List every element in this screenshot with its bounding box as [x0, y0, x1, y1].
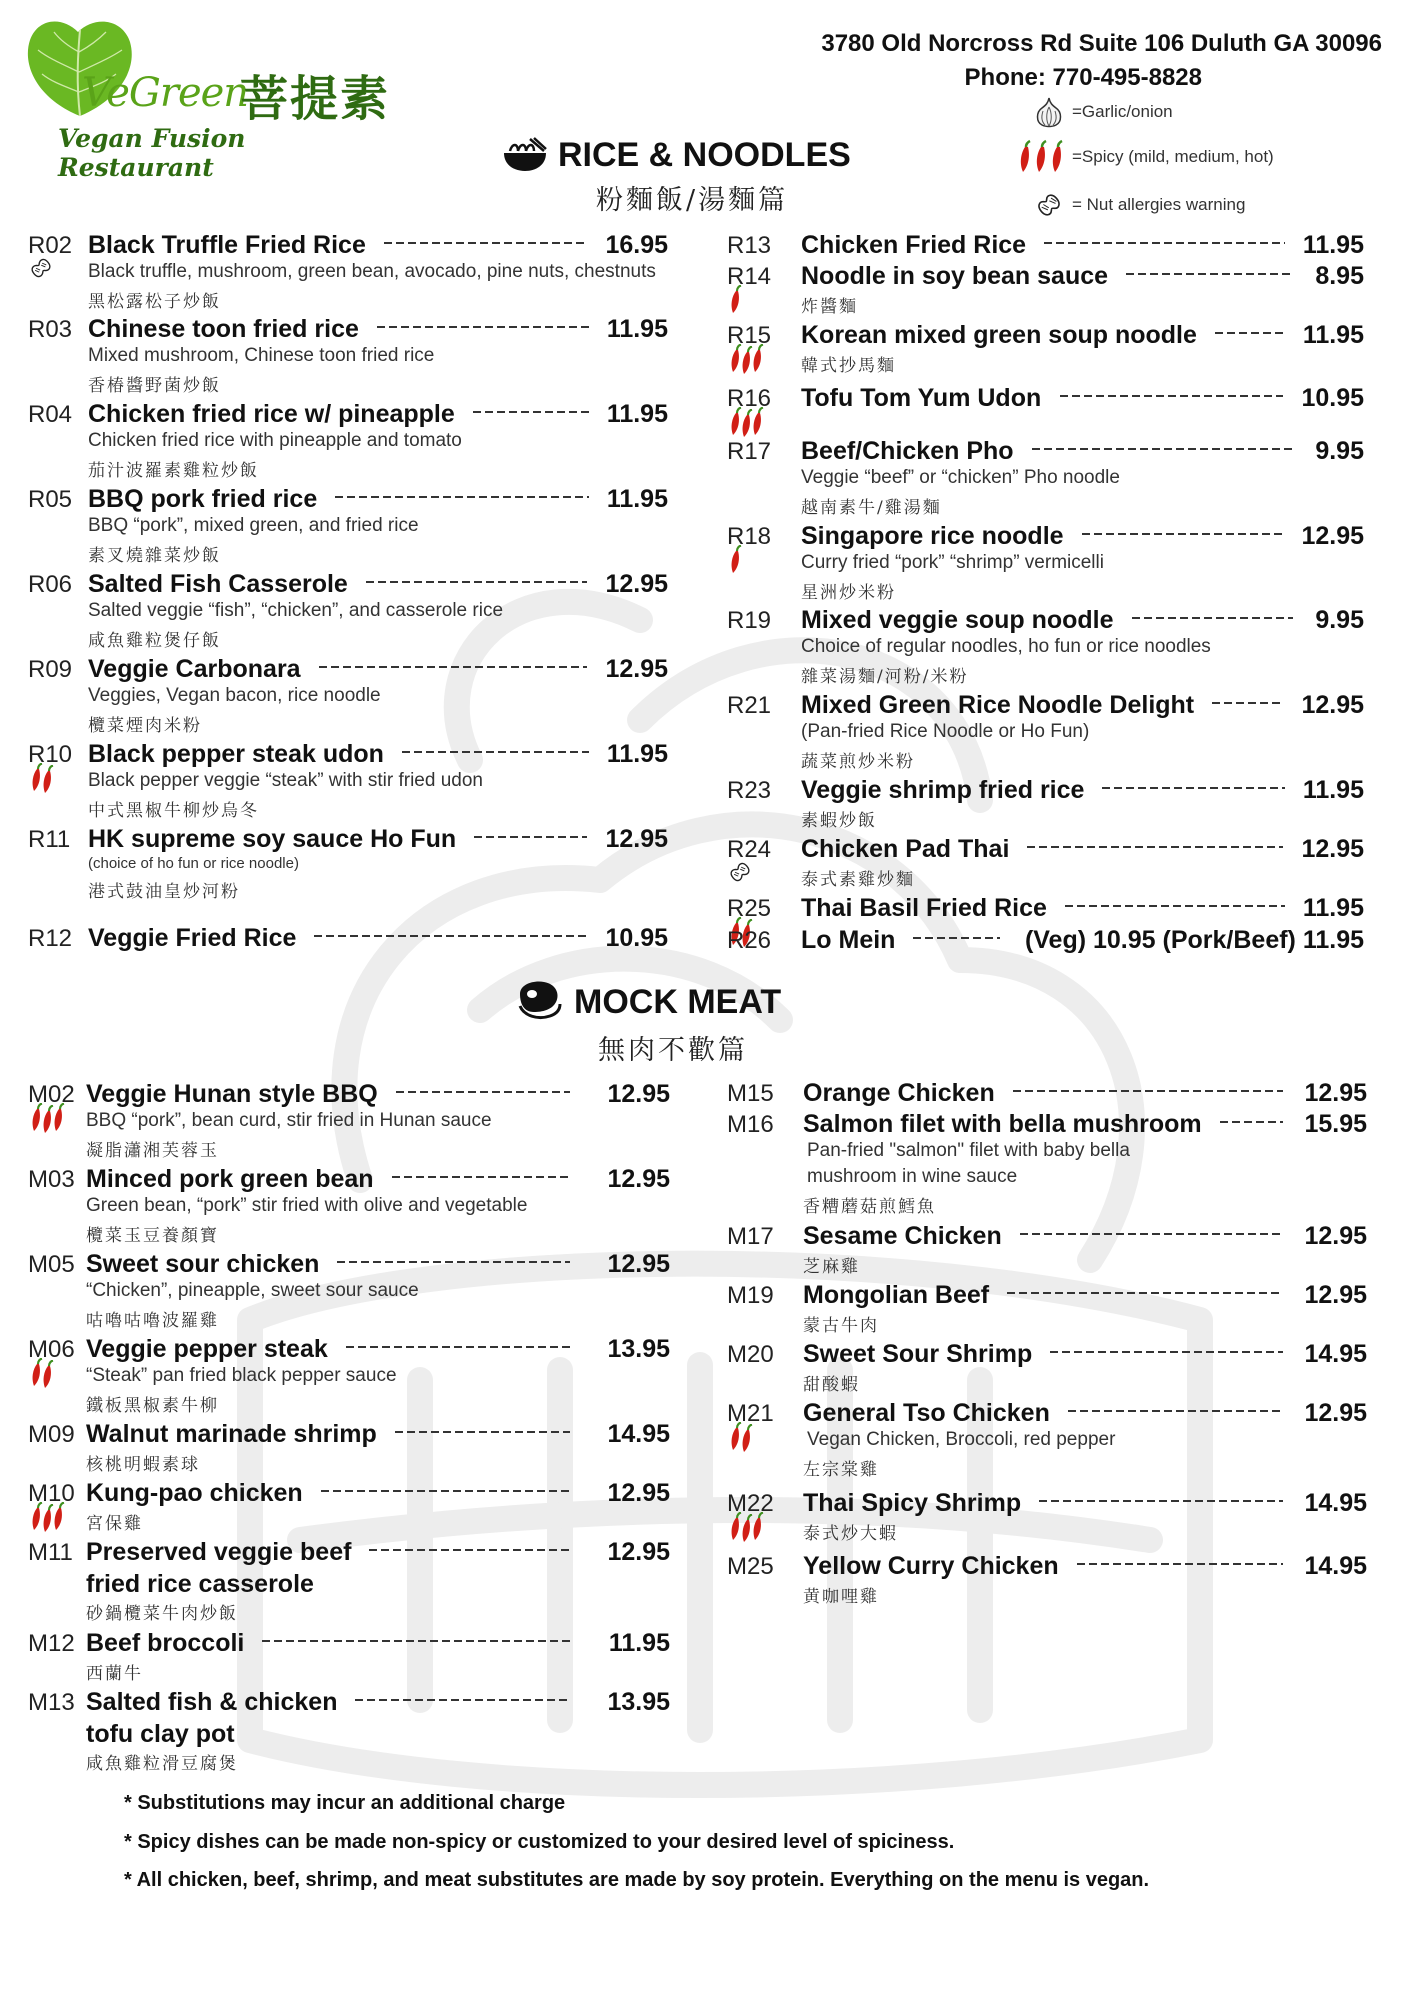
price-leader-dots	[314, 935, 587, 937]
menu-item-name: Thai Spicy Shrimp	[803, 1489, 1022, 1517]
menu-item-price: 12.95	[1304, 1281, 1367, 1309]
brand-name-chinese: 菩提素	[240, 71, 391, 127]
restaurant-phone: Phone: 770-495-8828	[964, 64, 1202, 91]
menu-item-code: M12	[28, 1630, 75, 1657]
menu-item-price: 10.95	[605, 924, 668, 952]
menu-item-code: M21	[727, 1400, 774, 1427]
menu-item-name: Veggie pepper steak	[86, 1335, 328, 1363]
menu-item-name: Tofu Tom Yum Udon	[801, 384, 1042, 412]
menu-item-description: “Steak” pan fried black pepper sauce	[86, 1365, 397, 1386]
menu-item-markers	[727, 1422, 755, 1452]
price-leader-dots	[1077, 1563, 1283, 1565]
menu-item-code: M20	[727, 1341, 774, 1368]
menu-item-name: Mixed Green Rice Noodle Delight	[801, 691, 1195, 719]
menu-item-code: R05	[28, 486, 73, 513]
menu-item-code: R10	[28, 741, 73, 768]
menu-item-chinese-name: 素叉燒雜菜炒飯	[88, 546, 221, 566]
rice-noodles-heading	[500, 136, 851, 175]
menu-item-chinese-name: 砂鍋欖菜牛肉炒飯	[86, 1604, 238, 1624]
menu-item	[727, 1223, 1367, 1283]
menu-item-price: 12.95	[1301, 691, 1364, 719]
menu-item-markers	[727, 344, 766, 374]
menu-item-name-line2: tofu clay pot	[86, 1720, 235, 1748]
chili-pepper-icon	[729, 285, 744, 319]
chili-pepper-icon	[751, 1512, 766, 1546]
menu-item-price: 12.95	[607, 1250, 670, 1278]
menu-item-code: M09	[28, 1421, 75, 1448]
menu-item-code: R23	[727, 777, 772, 804]
price-leader-dots	[474, 836, 587, 838]
menu-item	[727, 437, 1364, 518]
price-leader-dots	[355, 1699, 570, 1701]
menu-item-name: BBQ pork fried rice	[88, 485, 318, 513]
chili-pepper-icon	[41, 1360, 56, 1394]
price-leader-dots	[319, 666, 588, 668]
menu-item-price: 12.95	[1304, 1079, 1367, 1107]
menu-item-chinese-name: 咸魚雞粒煲仔飯	[88, 631, 221, 651]
menu-item-description: Choice of regular noodles, ho fun or rice noodles	[801, 636, 1211, 657]
menu-item	[28, 1630, 670, 1690]
menu-item	[28, 315, 668, 396]
menu-item-description: BBQ “pork”, mixed green, and fried rice	[88, 515, 419, 536]
menu-item-price: 12.95	[1304, 1399, 1367, 1427]
menu-item-name: Chicken Fried Rice	[801, 231, 1027, 259]
menu-item-code: R06	[28, 571, 73, 598]
menu-item-chinese-name: 香糟蘑菇煎鱈魚	[803, 1197, 936, 1217]
menu-item-price: 9.95	[1315, 437, 1364, 465]
menu-item-name: Beef broccoli	[86, 1629, 245, 1657]
brand-name: VeGreen	[82, 70, 249, 116]
price-leader-dots	[1215, 332, 1285, 334]
menu-item-chinese-name: 宮保雞	[86, 1514, 143, 1534]
menu-item-name: Walnut marinade shrimp	[86, 1420, 377, 1448]
menu-item-name: Black Truffle Fried Rice	[88, 231, 366, 259]
menu-item-code: R19	[727, 607, 772, 634]
menu-item-price: 11.95	[1302, 776, 1364, 804]
menu-item-price: 8.95	[1315, 262, 1364, 290]
menu-item	[28, 1080, 670, 1161]
legend-garlic-label: =Garlic/onion	[1072, 102, 1173, 121]
menu-item-name: Yellow Curry Chicken	[803, 1552, 1059, 1580]
menu-item-name: Mongolian Beef	[803, 1281, 990, 1309]
price-leader-dots	[1212, 702, 1283, 704]
menu-item-chinese-name: 甜酸蝦	[803, 1375, 860, 1395]
price-leader-dots	[262, 1640, 570, 1642]
menu-item-price: 12.95	[1301, 522, 1364, 550]
menu-item	[28, 485, 668, 566]
menu-item-description: BBQ “pork”, bean curd, stir fried in Hunan sauce	[86, 1110, 492, 1131]
menu-item-chinese-name: 港式鼓油皇炒河粉	[88, 882, 240, 902]
price-leader-dots	[1060, 395, 1284, 397]
menu-item	[727, 777, 1364, 837]
menu-item-code: R16	[727, 385, 772, 412]
peanut-icon	[28, 256, 54, 284]
footnote-spicy: * Spicy dishes can be made non-spicy or customized to your desired level of spiciness.	[124, 1831, 955, 1853]
menu-item-name: Veggie Carbonara	[88, 655, 301, 683]
menu-item-name: Chicken Pad Thai	[801, 835, 1010, 863]
menu-item-code: R18	[727, 523, 772, 550]
price-leader-dots	[392, 1176, 570, 1178]
menu-item-code: R25	[727, 895, 772, 922]
menu-item-code: M05	[28, 1251, 75, 1278]
menu-item-chinese-name: 泰式炒大蝦	[803, 1524, 898, 1544]
menu-item-code: M17	[727, 1223, 774, 1250]
steak-icon	[514, 980, 564, 1024]
price-leader-dots	[1039, 1500, 1283, 1502]
menu-item-markers	[727, 407, 766, 437]
menu-item	[28, 1480, 670, 1540]
price-leader-dots	[1132, 617, 1293, 619]
menu-item-code: R24	[727, 836, 772, 863]
menu-item-description: Black truffle, mushroom, green bean, avocado, pine nuts, chestnuts	[88, 261, 656, 282]
menu-item-price: 15.95	[1304, 1110, 1367, 1138]
brand-tagline: Vegan Fusion Restaurant	[58, 124, 246, 182]
menu-item	[727, 927, 1364, 987]
menu-item-description: Veggies, Vegan bacon, rice noodle	[88, 685, 381, 706]
menu-item-code: R15	[727, 322, 772, 349]
menu-item-price: 11.95	[608, 1629, 670, 1657]
menu-item-chinese-name: 越南素牛/雞湯麵	[801, 498, 942, 518]
price-leader-dots	[1044, 242, 1285, 244]
menu-item-description: (Pan-fried Rice Noodle or Ho Fun)	[801, 721, 1090, 742]
menu-item-name: Mixed veggie soup noodle	[801, 606, 1114, 634]
menu-item-description: Mixed mushroom, Chinese toon fried rice	[88, 345, 435, 366]
menu-item-price: 14.95	[1304, 1489, 1367, 1517]
menu-item	[28, 1421, 670, 1481]
menu-item-code: M03	[28, 1166, 75, 1193]
menu-item-price: 9.95	[1315, 606, 1364, 634]
menu-item-description: Black pepper veggie “steak” with stir fried udon	[88, 770, 483, 791]
rice-noodles-title-chinese: 粉麵飯/湯麵篇	[596, 185, 789, 216]
price-leader-dots	[396, 1091, 570, 1093]
price-leader-dots	[1068, 1410, 1283, 1412]
menu-item-description: Veggie “beef” or “chicken” Pho noodle	[801, 467, 1120, 488]
menu-item-markers	[727, 1512, 766, 1542]
menu-item	[727, 522, 1364, 603]
price-leader-dots	[1065, 905, 1285, 907]
menu-item-code: R17	[727, 438, 772, 465]
menu-item-name: Veggie Fried Rice	[88, 924, 297, 952]
menu-item-code: M10	[28, 1480, 75, 1507]
menu-item-code: R12	[28, 925, 73, 952]
menu-item-name: Noodle in soy bean sauce	[801, 262, 1109, 290]
menu-item-chinese-name: 咕嚕咕嚕波羅雞	[86, 1311, 219, 1331]
price-leader-dots	[402, 751, 589, 753]
menu-item-description: Salted veggie “fish”, “chicken”, and casserole rice	[88, 600, 504, 621]
price-leader-dots	[366, 581, 588, 583]
restaurant-logo	[18, 12, 398, 182]
menu-item-description: Curry fried “pork” “shrimp” vermicelli	[801, 552, 1104, 573]
menu-item-name: Veggie Hunan style BBQ	[86, 1080, 378, 1108]
menu-item	[28, 1165, 670, 1246]
menu-item-chinese-name: 咸魚雞粒滑豆腐煲	[86, 1754, 238, 1774]
price-leader-dots	[395, 1431, 570, 1433]
menu-item-chinese-name: 西蘭牛	[86, 1664, 143, 1684]
price-leader-dots	[346, 1346, 570, 1348]
menu-item	[727, 1399, 1367, 1480]
menu-item-chinese-name: 韓式抄馬麵	[801, 356, 896, 376]
menu-item-code: M22	[727, 1490, 774, 1517]
menu-item-name: Preserved veggie beef	[86, 1538, 352, 1566]
mock-meat-title-chinese: 無肉不歡篇	[598, 1035, 748, 1066]
garlic-icon	[1026, 94, 1072, 130]
menu-item	[727, 1282, 1367, 1342]
footnote-substitutions: * Substitutions may incur an additional charge	[124, 1792, 566, 1814]
menu-item-name: HK supreme soy sauce Ho Fun	[88, 825, 457, 853]
menu-item	[727, 385, 1364, 445]
menu-item-description: (choice of ho fun or rice noodle)	[88, 855, 299, 872]
menu-item-chinese-name: 炸醬麵	[801, 297, 858, 317]
menu-item-chinese-name: 左宗棠雞	[803, 1460, 879, 1480]
price-leader-dots	[1032, 448, 1293, 450]
chili-pepper-icon	[751, 344, 766, 378]
menu-item-description: Chicken fried rice with pineapple and tomato	[88, 430, 462, 451]
menu-item-price: 11.95	[606, 315, 668, 343]
menu-item	[727, 263, 1364, 323]
menu-item-code: R04	[28, 401, 73, 428]
menu-item-name: Salmon filet with bella mushroom	[803, 1110, 1202, 1138]
menu-item-price: 11.95	[606, 400, 668, 428]
menu-item-name: Sweet sour chicken	[86, 1250, 320, 1278]
menu-item-code: M15	[727, 1080, 774, 1107]
price-leader-dots	[473, 411, 589, 413]
menu-item-price: 16.95	[605, 231, 668, 259]
menu-item-name: Orange Chicken	[803, 1079, 995, 1107]
menu-item-code: M19	[727, 1282, 774, 1309]
menu-item-name: Minced pork green bean	[86, 1165, 374, 1193]
menu-item-chinese-name: 素蝦炒飯	[801, 811, 877, 831]
menu-item-code: M25	[727, 1553, 774, 1580]
price-leader-dots	[1027, 846, 1283, 848]
menu-item-price: 12.95	[1301, 835, 1364, 863]
menu-item-code: R09	[28, 656, 73, 683]
menu-item-price: 14.95	[1304, 1340, 1367, 1368]
price-leader-dots	[1126, 273, 1293, 275]
menu-item-chinese-name: 凝脂瀟湘芙蓉玉	[86, 1141, 219, 1161]
menu-item-chinese-name: 芝麻雞	[803, 1257, 860, 1277]
menu-item-price: 13.95	[607, 1688, 670, 1716]
menu-item-code: R03	[28, 316, 73, 343]
menu-item-chinese-name: 茄汁波羅素雞粒炒飯	[88, 461, 259, 481]
rice-noodles-title: RICE & NOODLES	[558, 136, 851, 174]
menu-item-name: Sweet Sour Shrimp	[803, 1340, 1033, 1368]
menu-item	[28, 231, 668, 312]
menu-item-name: Lo Mein	[801, 926, 896, 954]
menu-item	[28, 925, 668, 985]
price-leader-dots	[321, 1490, 570, 1492]
menu-item-chinese-name: 蒙古牛肉	[803, 1316, 879, 1336]
menu-item-code: M02	[28, 1081, 75, 1108]
peanut-icon	[1026, 187, 1072, 223]
menu-item	[727, 322, 1364, 382]
price-leader-dots	[1020, 1233, 1283, 1235]
menu-item	[727, 1341, 1367, 1401]
menu-item-name: Singapore rice noodle	[801, 522, 1064, 550]
menu-item	[727, 606, 1364, 687]
menu-item-name: General Tso Chicken	[803, 1399, 1050, 1427]
price-leader-dots	[384, 242, 588, 244]
menu-item-price: 14.95	[607, 1420, 670, 1448]
menu-item-chinese-name: 黄咖哩雞	[803, 1587, 879, 1607]
menu-item-name: Korean mixed green soup noodle	[801, 321, 1197, 349]
menu-item-chinese-name: 中式黑椒牛柳炒烏冬	[88, 801, 259, 821]
peanut-icon	[727, 860, 753, 888]
menu-item-price: 11.95	[1302, 894, 1364, 922]
chili-pepper-icon	[729, 545, 744, 579]
menu-item-name-line2: fried rice casserole	[86, 1570, 314, 1598]
chili-pepper-icon	[751, 407, 766, 441]
menu-item	[727, 1110, 1367, 1217]
price-leader-dots	[1102, 787, 1284, 789]
menu-item	[28, 740, 668, 821]
legend-garlic	[1026, 94, 1173, 130]
menu-item-description: Green bean, “pork” stir fried with olive and vegetable	[86, 1195, 528, 1216]
restaurant-address: 3780 Old Norcross Rd Suite 106 Duluth GA 30096	[821, 30, 1382, 57]
menu-item-name: Chinese toon fried rice	[88, 315, 359, 343]
menu-item-chinese-name: 香椿醬野菌炒飯	[88, 376, 221, 396]
menu-item	[28, 825, 668, 902]
menu-item-chinese-name: 雜菜湯麵/河粉/米粉	[801, 667, 969, 687]
menu-item	[28, 655, 668, 736]
menu-item-code: R02	[28, 232, 73, 259]
price-leader-dots	[335, 496, 589, 498]
menu-item-price: 12.95	[605, 655, 668, 683]
menu-item-name: Salted Fish Casserole	[88, 570, 348, 598]
legend-nut	[1026, 187, 1245, 223]
menu-item-name: Veggie shrimp fried rice	[801, 776, 1085, 804]
menu-item	[28, 1688, 670, 1774]
menu-item-code: R13	[727, 232, 772, 259]
menu-item-markers	[28, 254, 54, 284]
menu-item	[727, 836, 1364, 896]
noodle-bowl-icon	[500, 137, 550, 175]
chili-pepper-icon	[52, 1502, 67, 1536]
menu-item-price: 11.95	[1302, 321, 1364, 349]
menu-item-description: Vegan Chicken, Broccoli, red pepper	[807, 1429, 1116, 1450]
menu-item-code: M13	[28, 1689, 75, 1716]
menu-item-price: 12.95	[607, 1080, 670, 1108]
menu-item-code: M11	[28, 1539, 73, 1566]
menu-item	[28, 1250, 670, 1331]
legend-spicy-label: =Spicy (mild, medium, hot)	[1072, 147, 1274, 166]
menu-item-chinese-name: 鐵板黑椒素牛柳	[86, 1396, 219, 1416]
menu-item-code: R14	[727, 263, 772, 290]
menu-item-price: 12.95	[605, 825, 668, 853]
menu-item-price: 14.95	[1304, 1552, 1367, 1580]
menu-item	[28, 1335, 670, 1416]
menu-item-markers	[727, 545, 744, 575]
menu-item	[28, 570, 668, 651]
menu-item-price: 12.95	[607, 1538, 670, 1566]
price-leader-dots	[1013, 1090, 1283, 1092]
price-leader-dots	[1220, 1121, 1283, 1123]
menu-item-price: 13.95	[607, 1335, 670, 1363]
menu-item-code: R21	[727, 692, 772, 719]
menu-item-description: Pan-fried "salmon" filet with baby bella	[807, 1140, 1130, 1161]
menu-item-markers	[727, 858, 753, 888]
price-leader-dots	[1050, 1351, 1283, 1353]
menu-item-code: R26	[727, 927, 772, 954]
menu-item-chinese-name: 欖菜玉豆養顏寶	[86, 1226, 219, 1246]
menu-item-name: Black pepper steak udon	[88, 740, 384, 768]
menu-item-price: (Veg) 10.95 (Pork/Beef) 11.95	[1024, 926, 1364, 954]
price-leader-dots	[1007, 1292, 1283, 1294]
mock-meat-title: MOCK MEAT	[574, 982, 782, 1021]
menu-item-price: 11.95	[1302, 231, 1364, 259]
price-leader-dots	[337, 1261, 570, 1263]
menu-item-description: “Chicken”, pineapple, sweet sour sauce	[86, 1280, 419, 1301]
legend-spicy	[1010, 139, 1274, 175]
legend-nut-label: = Nut allergies warning	[1072, 195, 1246, 214]
menu-item-chinese-name: 蔬菜煎炒米粉	[801, 752, 915, 772]
price-leader-dots	[913, 937, 1000, 939]
menu-item-price: 12.95	[1304, 1222, 1367, 1250]
menu-item	[727, 1490, 1367, 1550]
menu-item-chinese-name: 泰式素雞炒麵	[801, 870, 915, 890]
menu-item-price: 10.95	[1301, 384, 1364, 412]
menu-item-price: 12.95	[607, 1165, 670, 1193]
menu-item-chinese-name: 核桃明蝦素球	[86, 1455, 200, 1475]
menu-item-name: Kung-pao chicken	[86, 1479, 303, 1507]
menu-item-name: Salted fish & chicken	[86, 1688, 338, 1716]
menu-item-markers	[727, 285, 744, 315]
chili-pepper-icon	[1010, 139, 1072, 175]
menu-item	[727, 1553, 1367, 1613]
chili-pepper-icon	[740, 1424, 755, 1458]
menu-item-code: M16	[727, 1111, 774, 1138]
chili-pepper-icon	[52, 1103, 67, 1137]
menu-item-chinese-name: 欖菜煙肉米粉	[88, 716, 202, 736]
menu-item-markers	[28, 1103, 67, 1133]
menu-item-markers	[28, 1502, 67, 1532]
price-leader-dots	[1082, 533, 1284, 535]
menu-item-price: 11.95	[606, 740, 668, 768]
menu-item	[727, 691, 1364, 772]
menu-item-markers	[28, 1358, 56, 1388]
menu-item-markers	[28, 763, 56, 793]
menu-item-name: Thai Basil Fried Rice	[801, 894, 1047, 922]
menu-item-price: 12.95	[605, 570, 668, 598]
price-leader-dots	[369, 1549, 570, 1551]
menu-item-price: 11.95	[606, 485, 668, 513]
menu-item-name: Sesame Chicken	[803, 1222, 1002, 1250]
menu-item-price: 12.95	[607, 1479, 670, 1507]
menu-item-chinese-name: 黑松露松子炒飯	[88, 292, 221, 312]
footnote-soy-protein: * All chicken, beef, shrimp, and meat substitutes are made by soy protein. Everything on the menu is vegan.	[124, 1869, 1150, 1891]
menu-item-code: R11	[28, 826, 71, 853]
price-leader-dots	[377, 326, 589, 328]
menu-item-code: M06	[28, 1336, 75, 1363]
menu-item	[28, 1538, 670, 1624]
chili-pepper-icon	[41, 765, 56, 799]
menu-item-chinese-name: 星洲炒米粉	[801, 583, 896, 603]
menu-item-name: Beef/Chicken Pho	[801, 437, 1014, 465]
menu-item-name: Chicken fried rice w/ pineapple	[88, 400, 455, 428]
menu-item-description-line2: mushroom in wine sauce	[807, 1166, 1018, 1187]
menu-item	[28, 400, 668, 481]
